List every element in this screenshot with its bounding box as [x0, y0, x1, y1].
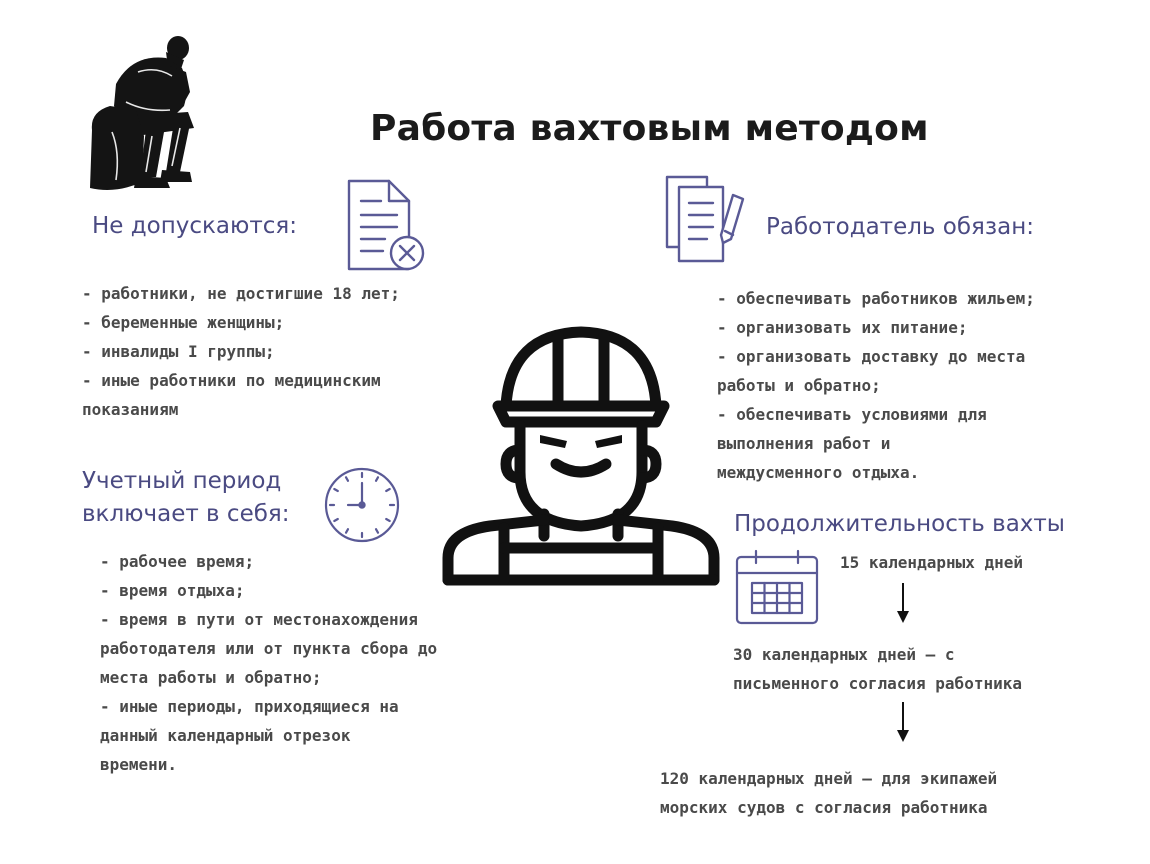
duration-heading: Продолжительность вахты	[734, 511, 1065, 537]
list-item: времени.	[100, 755, 178, 774]
list-item: - время в пути от местонахождения	[100, 610, 418, 629]
not-allowed-heading: Не допускаются:	[92, 213, 298, 239]
list-item: места работы и обратно;	[100, 668, 322, 687]
list-item: работодателя или от пункта сбора до	[100, 639, 438, 658]
duration-step-3	[660, 764, 997, 822]
list-item: - обеспечивать условиями для	[717, 405, 987, 424]
list-item: - организовать доставку до места	[717, 347, 1026, 366]
list-item: междусменного отдыха.	[717, 463, 920, 482]
duration-step-2	[733, 640, 1022, 698]
clock-icon	[318, 465, 406, 545]
period-heading-line: Учетный период	[82, 468, 282, 494]
document-cancel-icon	[345, 177, 427, 275]
duration-step-1: 15 календарных дней	[840, 553, 1024, 572]
list-item: - беременные женщины;	[82, 313, 285, 332]
period-list	[100, 547, 437, 779]
document-pen-icon	[663, 173, 749, 265]
list-item: - работники, не достигшие 18 лет;	[82, 284, 400, 303]
duration-step-2-line: письменного согласия работника	[733, 674, 1022, 693]
list-item: работы и обратно;	[717, 376, 881, 395]
page-title: Работа вахтовым методом	[370, 108, 929, 149]
duration-step-3-line: морских судов с согласия работника	[660, 798, 988, 817]
duration-step-3-line: 120 календарных дней — для экипажей	[660, 769, 998, 788]
calendar-icon	[734, 549, 820, 627]
arrow-down-icon	[894, 583, 912, 625]
list-item: - обеспечивать работников жильем;	[717, 289, 1035, 308]
list-item: - иные периоды, приходящиеся на	[100, 697, 399, 716]
employer-heading: Работодатель обязан:	[766, 214, 1035, 240]
not-allowed-list	[82, 279, 400, 424]
list-item: - время отдыха;	[100, 581, 245, 600]
period-heading-line: включает в себя:	[82, 501, 290, 527]
list-item: выполнения работ и	[717, 434, 891, 453]
period-heading	[82, 465, 289, 531]
worker-helmet-icon	[440, 322, 722, 588]
list-item: показаниям	[82, 400, 179, 419]
list-item: данный календарный отрезок	[100, 726, 351, 745]
arrow-down-icon	[894, 702, 912, 744]
list-item: - организовать их питание;	[717, 318, 968, 337]
list-item: - иные работники по медицинским	[82, 371, 381, 390]
list-item: - инвалиды I группы;	[82, 342, 275, 361]
list-item: - рабочее время;	[100, 552, 255, 571]
employer-list	[717, 284, 1035, 487]
duration-step-2-line: 30 календарных дней — с	[733, 645, 955, 664]
thinker-figure-icon	[86, 32, 206, 197]
